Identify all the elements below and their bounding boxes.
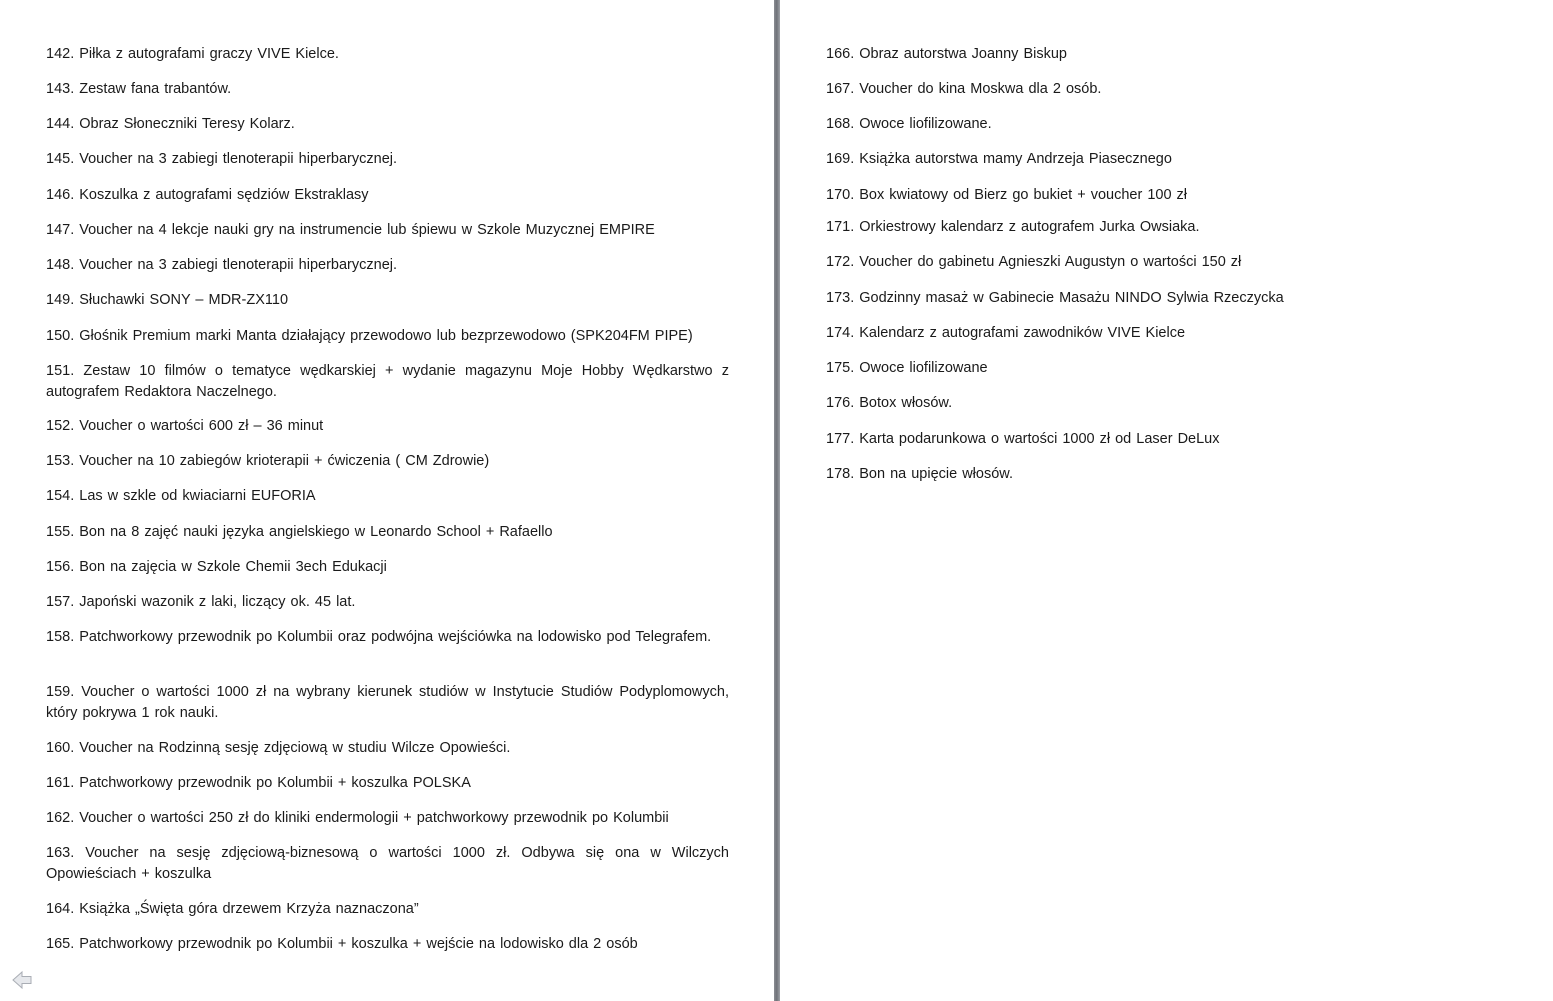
left-page [0, 0, 774, 1001]
list-item: 157. Japoński wazonik z laki, liczący ok. 45 lat. [46, 594, 356, 610]
list-item: 172. Voucher do gabinetu Agnieszki Augustyn o wartości 150 zł [826, 254, 1242, 270]
list-item: 153. Voucher na 10 zabiegów krioterapii + ćwiczenia ( CM Zdrowie) [46, 453, 490, 469]
list-item: 162. Voucher o wartości 250 zł do kliniki endermologii + patchworkowy przewodnik po Kolumbii [46, 810, 669, 826]
list-item: 175. Owoce liofilizowane [826, 360, 988, 376]
list-item: 158. Patchworkowy przewodnik po Kolumbii oraz podwójna wejściówka na lodowisko pod Telegrafem. [46, 629, 712, 645]
list-item: 161. Patchworkowy przewodnik po Kolumbii + koszulka POLSKA [46, 775, 471, 791]
list-item: 147. Voucher na 4 lekcje nauki gry na instrumencie lub śpiewu w Szkole Muzycznej EMPIRE [46, 222, 655, 238]
list-item: 143. Zestaw fana trabantów. [46, 81, 232, 97]
list-item: 177. Karta podarunkowa o wartości 1000 zł od Laser DeLux [826, 431, 1220, 447]
list-item: 166. Obraz autorstwa Joanny Biskup [826, 46, 1067, 62]
list-item: 174. Kalendarz z autografami zawodników VIVE Kielce [826, 325, 1186, 341]
list-item: 169. Książka autorstwa mamy Andrzeja Piasecznego [826, 151, 1172, 167]
list-item: 152. Voucher o wartości 600 zł – 36 minut [46, 418, 324, 434]
list-item: 154. Las w szkle od kwiaciarni EUFORIA [46, 488, 316, 504]
list-item: 170. Box kwiatowy od Bierz go bukiet + voucher 100 zł [826, 187, 1188, 203]
list-item: 171. Orkiestrowy kalendarz z autografem Jurka Owsiaka. [826, 219, 1200, 235]
list-item: 142. Piłka z autografami graczy VIVE Kielce. [46, 46, 339, 62]
list-item: 148. Voucher na 3 zabiegi tlenoterapii hiperbarycznej. [46, 257, 398, 273]
list-item: 167. Voucher do kina Moskwa dla 2 osób. [826, 81, 1102, 97]
list-item: 144. Obraz Słoneczniki Teresy Kolarz. [46, 116, 295, 132]
list-item: 151. Zestaw 10 filmów o tematyce wędkarskiej + wydanie magazynu Moje Hobby Wędkarstwo z autografem Redaktora Naczelnego. [46, 363, 729, 400]
list-item: 146. Koszulka z autografami sędziów Ekstraklasy [46, 187, 369, 203]
list-item: 155. Bon na 8 zajęć nauki języka angielskiego w Leonardo School + Rafaello [46, 524, 553, 540]
left-arrow-icon[interactable] [11, 969, 33, 991]
list-item: 150. Głośnik Premium marki Manta działający przewodowo lub bezprzewodowo (SPK204FM PIPE) [46, 328, 693, 344]
list-item: 149. Słuchawki SONY – MDR-ZX110 [46, 292, 289, 308]
list-item: 163. Voucher na sesję zdjęciową-biznesową o wartości 1000 zł. Odbywa się ona w Wilczych Opowieściach + koszulka [46, 845, 729, 882]
list-item: 160. Voucher na Rodzinną sesję zdjęciową w studiu Wilcze Opowieści. [46, 740, 511, 756]
list-item: 168. Owoce liofilizowane. [826, 116, 992, 132]
list-item: 176. Botox włosów. [826, 395, 953, 411]
right-page [780, 0, 1553, 1001]
list-item: 173. Godzinny masaż w Gabinecie Masażu NINDO Sylwia Rzeczycka [826, 290, 1284, 306]
list-item: 159. Voucher o wartości 1000 zł na wybrany kierunek studiów w Instytucie Studiów Podyplomowych, który pokrywa 1 rok nauki. [46, 684, 729, 721]
list-item: 165. Patchworkowy przewodnik po Kolumbii + koszulka + wejście na lodowisko dla 2 osób [46, 936, 638, 952]
list-item: 156. Bon na zajęcia w Szkole Chemii 3ech Edukacji [46, 559, 387, 575]
list-item: 178. Bon na upięcie włosów. [826, 466, 1013, 482]
list-item: 164. Książka „Święta góra drzewem Krzyża naznaczona” [46, 901, 419, 917]
list-item: 145. Voucher na 3 zabiegi tlenoterapii hiperbarycznej. [46, 151, 398, 167]
